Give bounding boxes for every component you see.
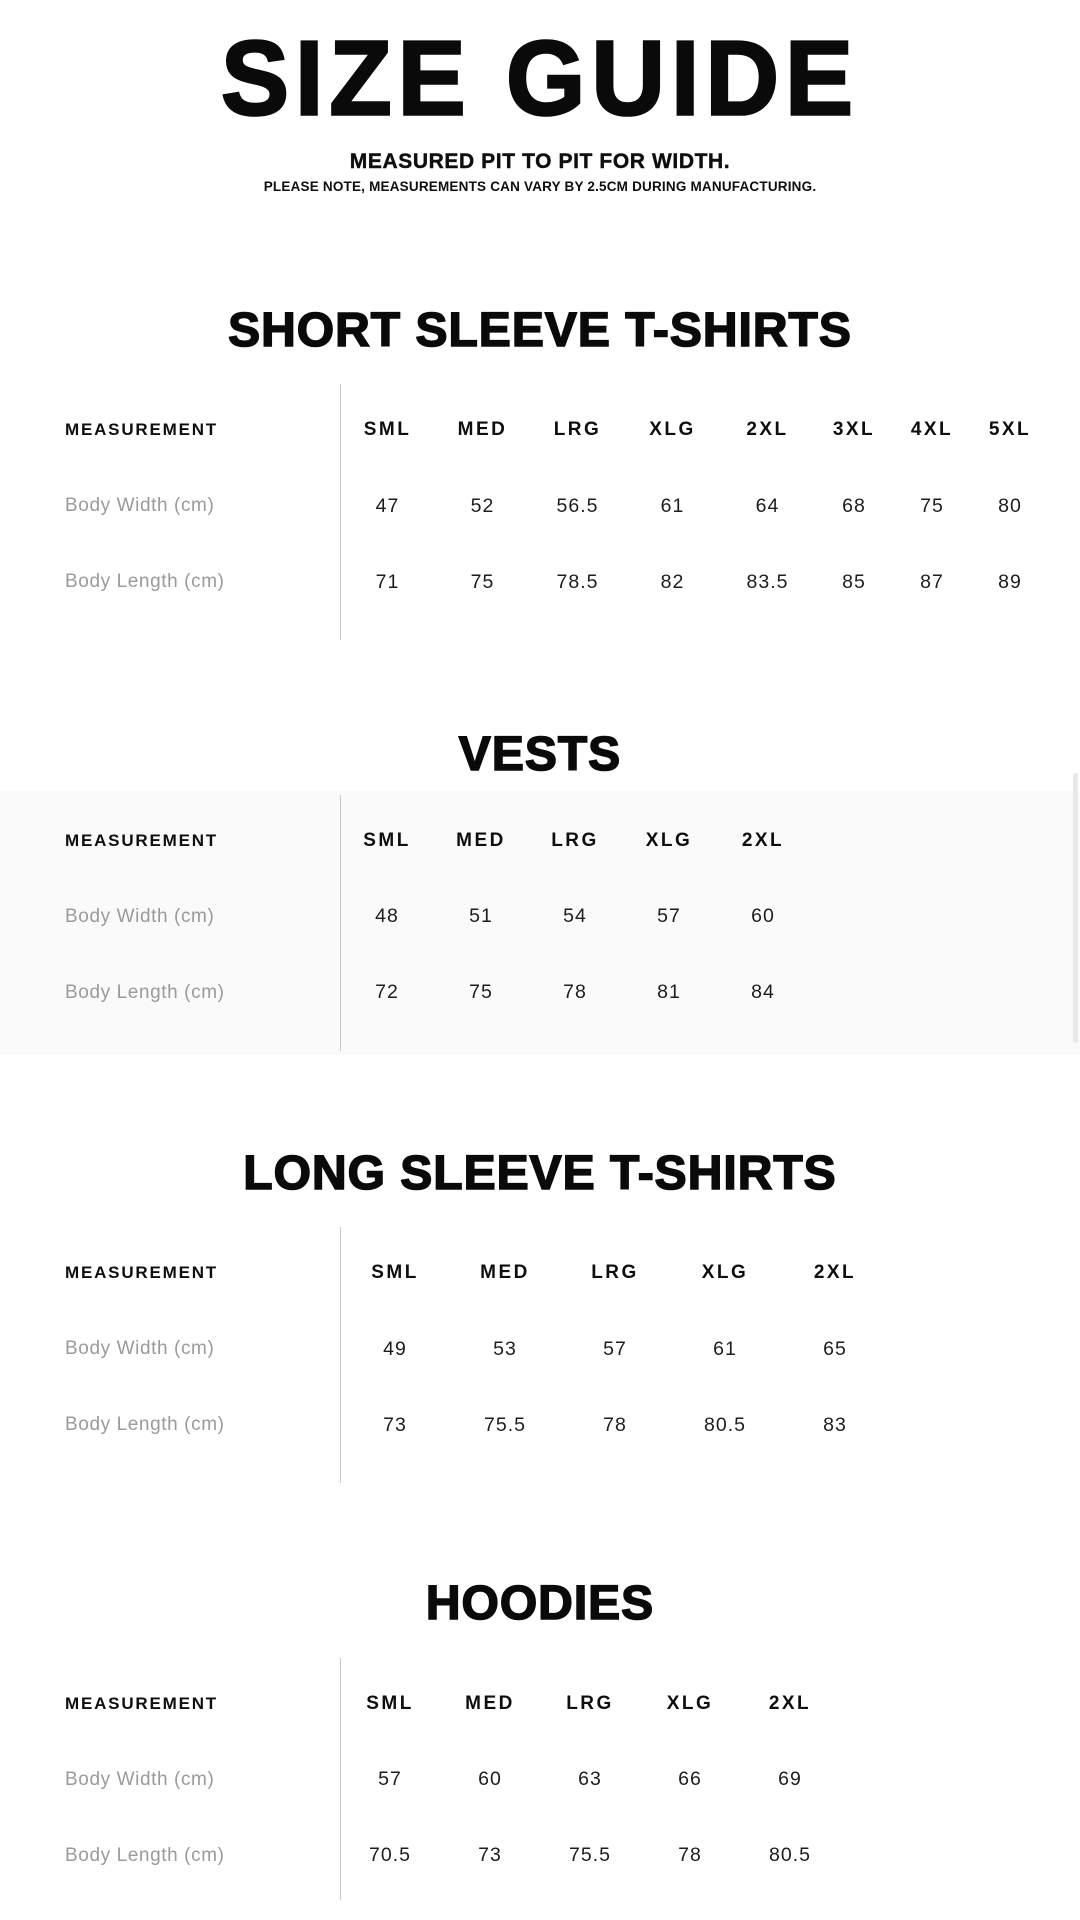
size-header-lrg: LRG [566, 1692, 614, 1714]
size-header-lrg: LRG [551, 829, 599, 851]
size-table-grid [40, 803, 1040, 1031]
row-label-body-width-cm: Body Width (cm) [65, 495, 215, 517]
value-body-width-cm-lrg: 57 [603, 1337, 627, 1360]
size-header-2xl: 2XL [813, 1262, 857, 1284]
value-body-length-cm-sml: 70.5 [369, 1844, 411, 1867]
value-body-length-cm-sml: 71 [375, 570, 400, 593]
value-body-width-cm-sml: 47 [375, 494, 400, 517]
value-body-width-cm-sml: 49 [383, 1337, 407, 1360]
column-divider-line [340, 795, 341, 1051]
size-table [40, 380, 1040, 644]
size-header-sml: SML [366, 1692, 414, 1714]
row-label-body-length-cm: Body Length (cm) [65, 571, 225, 593]
section-long-sleeve-t-shirts [0, 1146, 1080, 1487]
value-body-length-cm-2xl: 80.5 [769, 1844, 811, 1867]
value-body-length-cm-lrg: 78 [563, 981, 587, 1004]
value-body-width-cm-2xl: 69 [778, 1768, 802, 1791]
size-header-5xl: 5XL [988, 419, 1032, 441]
size-header-2xl: 2XL [768, 1692, 812, 1714]
size-tables [0, 306, 1080, 1904]
row-label-body-width-cm: Body Width (cm) [65, 1338, 215, 1360]
measurement-method-subtitle: MEASURED PIT TO PIT FOR WIDTH. [349, 150, 731, 174]
size-header-xlg: XLG [645, 829, 693, 851]
value-body-length-cm-lrg: 78.5 [556, 570, 599, 593]
manufacturing-variance-note: PLEASE NOTE, MEASUREMENTS CAN VARY BY 2.5CM DURING MANUFACTURING. [263, 179, 817, 195]
size-table [40, 1654, 1040, 1904]
row-label-body-length-cm: Body Length (cm) [65, 1414, 225, 1436]
size-table-grid [40, 1235, 1040, 1463]
section-heading: VESTS [458, 728, 622, 782]
size-table-grid [40, 1666, 1040, 1894]
size-header-4xl: 4XL [910, 419, 954, 441]
measurement-column-header: MEASUREMENT [65, 1263, 218, 1283]
value-body-length-cm-2xl: 83 [823, 1413, 847, 1436]
size-header-med: MED [465, 1692, 515, 1714]
section-band [0, 1654, 1080, 1904]
section-band [0, 791, 1080, 1055]
value-body-length-cm-3xl: 85 [842, 570, 866, 593]
size-header-sml: SML [371, 1262, 419, 1284]
size-header-2xl: 2XL [746, 419, 789, 441]
value-body-width-cm-xlg: 61 [660, 494, 685, 517]
value-body-width-cm-2xl: 65 [823, 1337, 847, 1360]
section-hoodies [0, 1579, 1080, 1903]
row-label-body-length-cm: Body Length (cm) [65, 1844, 225, 1866]
value-body-length-cm-xlg: 81 [657, 981, 681, 1004]
size-header-xlg: XLG [666, 1692, 714, 1714]
size-header-lrg: LRG [553, 419, 602, 441]
value-body-width-cm-med: 51 [469, 905, 493, 928]
section-vests [0, 730, 1080, 1054]
value-body-width-cm-med: 53 [493, 1337, 517, 1360]
size-header-med: MED [480, 1262, 530, 1284]
value-body-length-cm-med: 73 [478, 1844, 502, 1867]
value-body-width-cm-lrg: 54 [563, 905, 587, 928]
value-body-width-cm-sml: 57 [378, 1768, 402, 1791]
value-body-length-cm-2xl: 84 [751, 981, 775, 1004]
size-header-2xl: 2XL [741, 829, 785, 851]
value-body-length-cm-lrg: 75.5 [569, 1844, 611, 1867]
value-body-length-cm-sml: 73 [383, 1413, 407, 1436]
value-body-length-cm-med: 75.5 [484, 1413, 526, 1436]
value-body-length-cm-xlg: 78 [678, 1844, 702, 1867]
row-label-body-length-cm: Body Length (cm) [65, 981, 225, 1003]
row-label-body-width-cm: Body Width (cm) [65, 1768, 215, 1790]
value-body-width-cm-lrg: 56.5 [556, 494, 599, 517]
size-header-xlg: XLG [701, 1262, 749, 1284]
value-body-length-cm-xlg: 80.5 [704, 1413, 746, 1436]
section-short-sleeve-t-shirts [0, 306, 1080, 644]
value-body-width-cm-med: 60 [478, 1768, 502, 1791]
size-header-3xl: 3XL [832, 419, 876, 441]
size-table [40, 1223, 1040, 1487]
value-body-width-cm-xlg: 66 [678, 1768, 702, 1791]
page-title: SIZE GUIDE [220, 18, 860, 138]
size-header-sml: SML [363, 419, 412, 441]
section-heading: HOODIES [425, 1577, 655, 1631]
measurement-column-header: MEASUREMENT [65, 830, 218, 850]
value-body-width-cm-lrg: 63 [578, 1768, 602, 1791]
size-header-lrg: LRG [591, 1262, 639, 1284]
value-body-length-cm-med: 75 [470, 570, 495, 593]
row-label-body-width-cm: Body Width (cm) [65, 905, 215, 927]
scrollbar-thumb[interactable] [1073, 773, 1078, 1043]
measurement-column-header: MEASUREMENT [65, 1693, 218, 1713]
value-body-length-cm-sml: 72 [375, 981, 399, 1004]
size-header-med: MED [457, 419, 508, 441]
measurement-column-header: MEASUREMENT [65, 420, 218, 440]
column-divider-line [340, 384, 341, 640]
value-body-width-cm-med: 52 [470, 494, 495, 517]
section-band [0, 1223, 1080, 1487]
value-body-width-cm-sml: 48 [375, 905, 399, 928]
column-divider-line [340, 1227, 341, 1483]
value-body-width-cm-2xl: 64 [755, 494, 780, 517]
size-header-med: MED [456, 829, 506, 851]
size-header-xlg: XLG [649, 419, 696, 441]
size-guide-header [0, 0, 1080, 194]
section-heading: LONG SLEEVE T-SHIRTS [243, 1146, 837, 1200]
value-body-width-cm-2xl: 60 [751, 905, 775, 928]
value-body-width-cm-3xl: 68 [842, 494, 866, 517]
value-body-length-cm-med: 75 [469, 981, 493, 1004]
value-body-length-cm-xlg: 82 [660, 570, 685, 593]
size-header-sml: SML [363, 829, 411, 851]
value-body-width-cm-4xl: 75 [920, 494, 944, 517]
size-table [40, 791, 1040, 1055]
size-table-grid [40, 392, 1040, 620]
section-band [0, 380, 1080, 644]
value-body-width-cm-xlg: 57 [657, 905, 681, 928]
value-body-width-cm-xlg: 61 [713, 1337, 737, 1360]
value-body-length-cm-lrg: 78 [603, 1413, 627, 1436]
value-body-length-cm-5xl: 89 [998, 570, 1022, 593]
value-body-length-cm-2xl: 83.5 [746, 570, 789, 593]
value-body-length-cm-4xl: 87 [920, 570, 944, 593]
value-body-width-cm-5xl: 80 [998, 494, 1022, 517]
section-heading: SHORT SLEEVE T-SHIRTS [228, 304, 852, 358]
column-divider-line [340, 1658, 341, 1900]
